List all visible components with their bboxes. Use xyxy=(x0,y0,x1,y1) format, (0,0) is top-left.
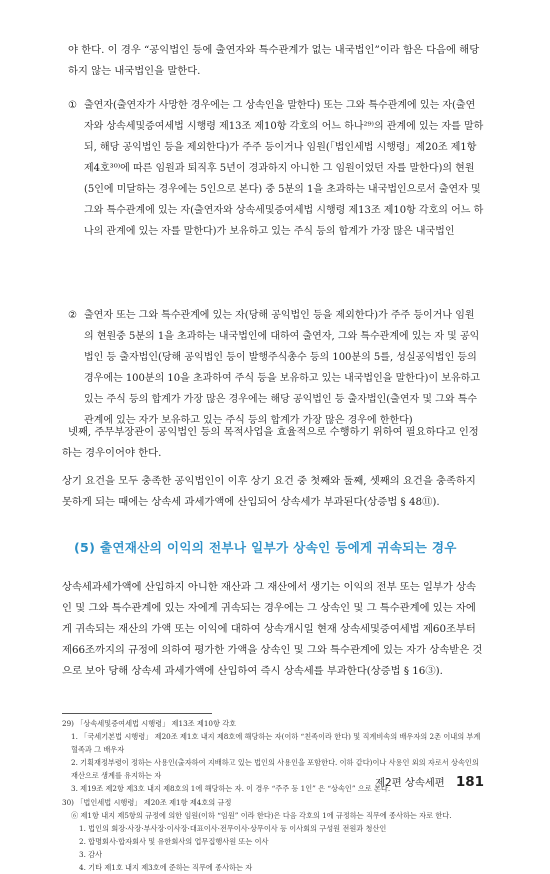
footnote-line: 30) 「법인세법 시행령」 제20조 제1항 제4호의 규정 xyxy=(62,797,232,807)
footnote-line: 1. 「국세기본법 시행령」 제20조 제1호 내지 제8호에 해당하는 자(이하 “친족이라 한다) 및 직계비속의 배우자의 2촌 이내의 부계혈족과 그 배우자 xyxy=(71,732,481,755)
footnote-line: ⑥ 제1항 내지 제5항의 규정에 의한 임원(이하 “임원” 이라 한다)은 다음 각호의 1에 규정하는 직무에 종사하는 자로 한다. xyxy=(71,810,452,820)
intro-paragraph: 야 한다. 이 경우 “공익법인 등에 출연자와 특수관계가 없는 내국법인”이라 함은 다음에 해당하지 않는 내국법인을 말한다. xyxy=(68,44,480,77)
fourth-condition-paragraph xyxy=(62,422,484,464)
footnotes xyxy=(62,717,484,874)
section-heading: (5) 출연재산의 이익의 전부나 일부가 상속인 등에게 귀속되는 경우 xyxy=(74,540,457,555)
part-label: 제2편 상속세편 xyxy=(375,777,445,789)
footnote-line: 1. 법인의 회장·사장·부사장·이사장·대표이사·전무이사·상무이사 등 이사회의 구성원 전원과 청산인 xyxy=(79,823,387,833)
footnote-line: 2. 합명회사·합자회사 및 유한회사의 업무집행사원 또는 이사 xyxy=(79,836,269,846)
footnote-line: 3. 제19조 제2항 제3호 내지 제8호의 1에 해당하는 자. 이 경우 “주주 등 1인” 은 “상속인” 으로 본다. xyxy=(71,784,391,794)
paragraph-text: 넷째, 주무부장관이 공익법인 등의 목적사업을 효율적으로 수행하기 위하여 필요하다고 인정하는 경우이어야 한다. xyxy=(62,426,479,459)
item-mark: ① xyxy=(68,100,77,111)
list-item-2 xyxy=(68,305,484,431)
summary-paragraph: 상기 요건을 모두 충족한 공익법인이 이후 상기 요건 중 첫째와 둘째, 셋째의 요건을 충족하지 못하게 되는 때에는 상속세 과세가액에 산입되어 상속세가 부과된다(상증법 § 48⑪). xyxy=(62,475,476,508)
page-number: 181 xyxy=(455,774,484,790)
item-text: 출연자 또는 그와 특수관계에 있는 자(당해 공익법인 등을 제외한다)가 주주 등이거나 임원의 현원중 5분의 1을 초과하는 내국법인에 대하여 출연자, 그와 특수관계에 있는 자 및 공익법인 등 출자법인(당해 공익법인 등이 발행주식총수 등의 100분의 5를, 성실공익법인 등의 경우에는 100분의 10을 초과하여 주식 등을 보유하고 있는 내국법인을 말한다)이 보유하고 있는 주식 등의 합계가 가장 많은 경우에는 해당 공익법인 등 출자법인(출연자 및 그와 특수관계에 있는 자가 보유하고 있는 주식 등의 합계가 가장 많은 경우에 한한다) xyxy=(84,310,480,426)
item-text: 출연자(출연자가 사망한 경우에는 그 상속인을 말한다) 또는 그와 특수관계에 있는 자(출연자와 상속세및증여세법 시행령 제13조 제10항 각호의 어느 하나²⁹⁾의 관계에 있는 자를 말하되, 해당 공익법인 등을 제외한다)가 주주 등이거나 임원(「법인세법 시행령」제20조 제1항 제4호³⁰⁾에 따른 임원과 퇴직후 5년이 경과하지 아니한 그 임원이었던 자를 말한다)의 현원(5인에 미달하는 경우에는 5인으로 본다) 중 5분의 1을 초과하는 내국법인으로서 출연자 및 그와 특수관계에 있는 자(출연자와 상속세및증여세법 시행령 제13조 제10항 각호의 어느 하나의 관계에 있는 자를 말한다)가 보유하고 있는 주식 등의 합계가 가장 많은 내국법인 xyxy=(84,100,484,237)
item-mark: ② xyxy=(68,310,77,321)
footnote-line: 4. 기타 제1호 내지 제3호에 준하는 직무에 종사하는 자 xyxy=(79,863,253,873)
section-paragraph: 상속세과세가액에 산입하지 아니한 재산과 그 재산에서 생기는 이익의 전부 또는 일부가 상속인 및 그와 특수관계에 있는 자에게 귀속되는 경우에는 그 상속인 및 그 특수관계에 있는 자에게 귀속되는 재산의 가액 또는 이익에 대하여 상속개시일 현재 상속세및증여세법 제60조부터 제66조까지의 규정에 의하여 평가한 가액을 상속인 및 그와 특수관계에 있는 자가 상속받은 것으로 보아 당해 상속세 과세가액에 산입하여 즉시 상속세를 부과한다(상증법 § 16③). xyxy=(62,581,483,677)
page-footer xyxy=(375,771,484,790)
list-item-1 xyxy=(68,95,484,242)
footnote-line: 2. 기획재정부령이 정하는 사용인(출자하여 지배하고 있는 법인의 사용인을 포함한다. 이하 같다)이나 사용인 외의 자로서 상속인의 재산으로 생계를 유지하는 자 xyxy=(71,758,479,781)
footnote-line: 3. 감사 xyxy=(79,849,103,859)
footnote-divider xyxy=(62,713,212,714)
footnote-line: 29) 「상속세및증여세법 시행령」 제13조 제10항 각호 xyxy=(62,719,237,728)
